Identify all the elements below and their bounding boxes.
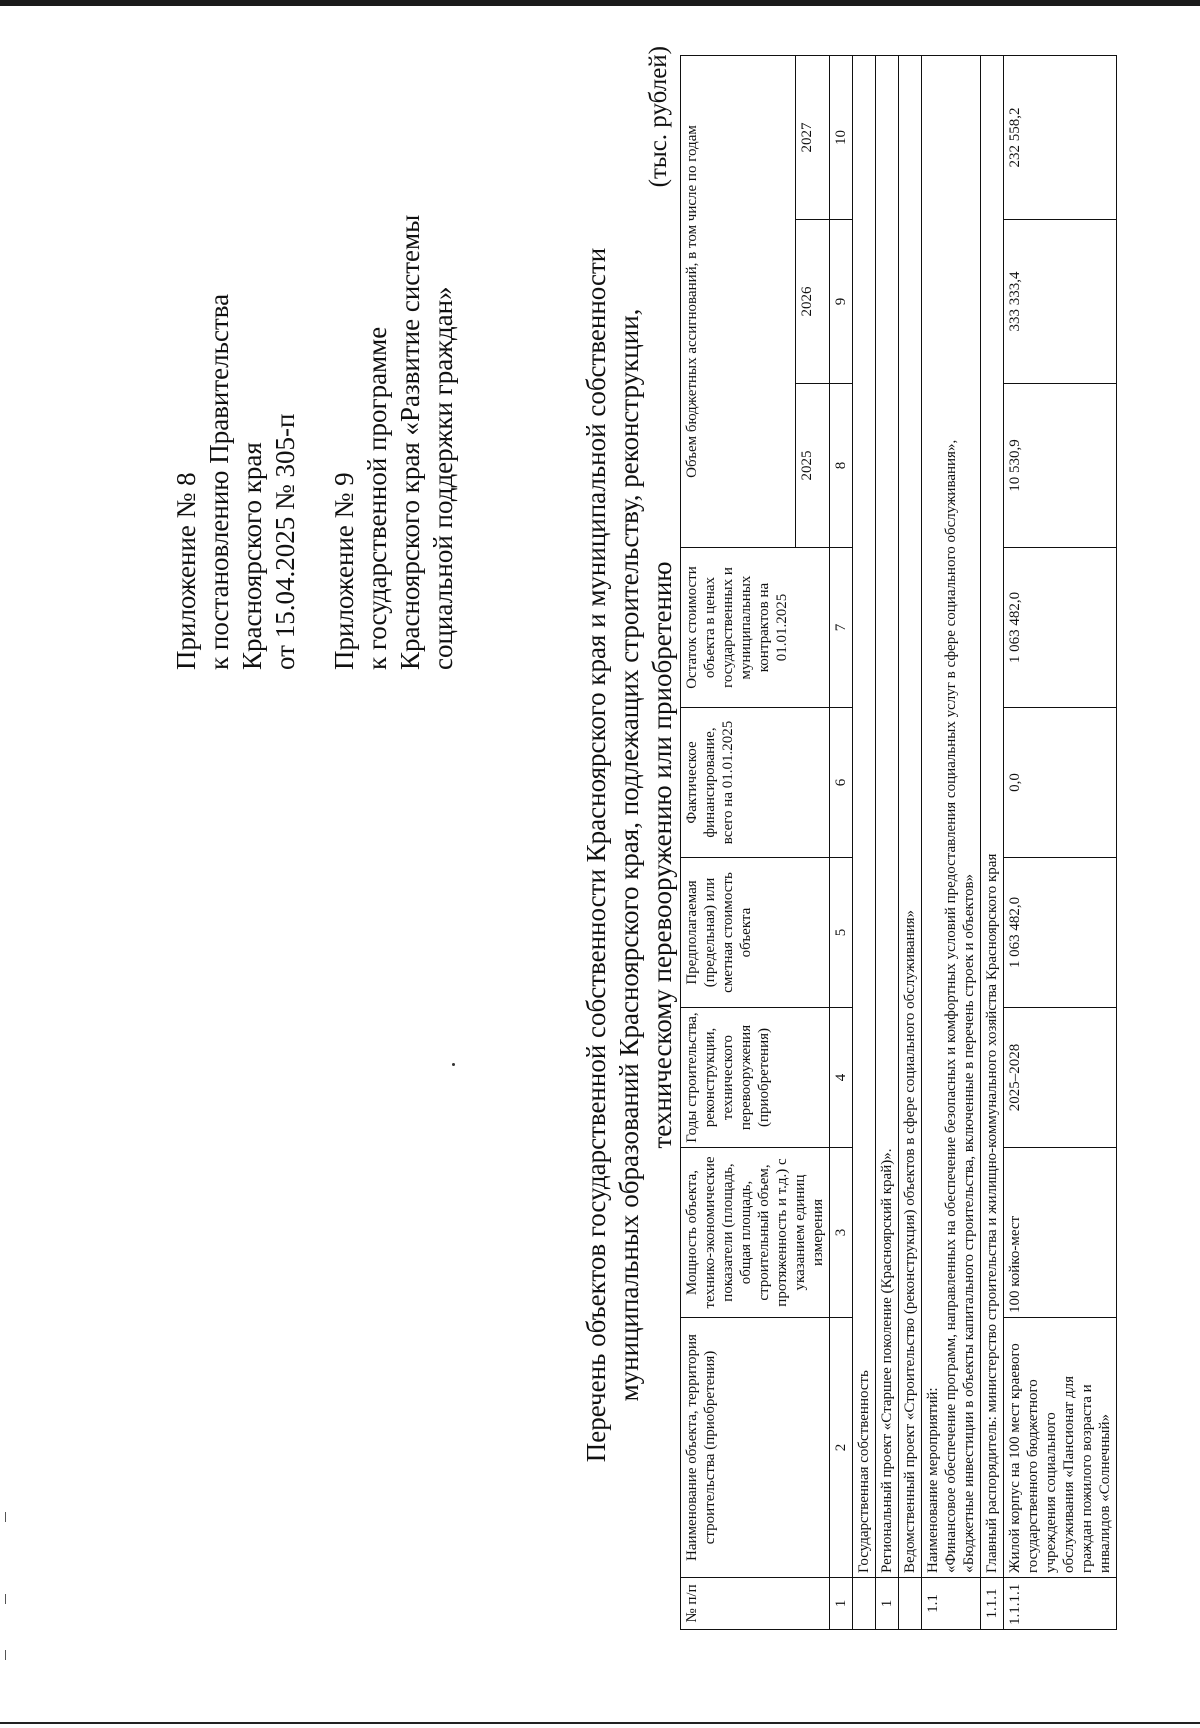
section-row (876, 55, 899, 1629)
section-row (981, 55, 1004, 1629)
units-label: (тыс. рублей) (645, 46, 672, 188)
allocation-2027: 232 558,2 (1004, 55, 1117, 219)
table-row (1004, 55, 1117, 1629)
section-num: 1.1 (922, 1578, 981, 1630)
row-num: 1.1.1.1 (1004, 1578, 1117, 1630)
approval-line: от 15.04.2025 № 305-п (270, 413, 300, 670)
title-line: техническому перевооружению или приобретению (647, 561, 677, 1149)
section-row (899, 55, 922, 1629)
approval-line: Приложение № 8 (171, 472, 201, 670)
measure-text: «Финансовое обеспечение программ, направленных на обеспечение безопасных и комфортных условий предоставления социальных услуг в сфере социального обслуживания», (943, 439, 959, 1573)
col-number: 8 (830, 384, 853, 548)
section-num: 1 (876, 1578, 899, 1630)
col-number: 6 (830, 708, 853, 858)
header-allocations: Объем бюджетных ассигнований, в том числе по годам (681, 55, 796, 547)
col-number: 9 (830, 220, 853, 384)
header-estimated-cost: Предполагаемая (предельная) или сметная стоимость объекта (681, 858, 830, 1008)
col-number: 7 (830, 548, 853, 708)
section-text: Государственная собственность (853, 55, 876, 1577)
measures-label: Наименование мероприятий: (925, 1387, 941, 1573)
section-num (899, 1578, 922, 1630)
appendix-line: социальной поддержки граждан» (428, 286, 458, 670)
column-number-row (830, 55, 853, 1629)
allocation-2025: 10 530,9 (1004, 384, 1117, 548)
col-number: 10 (830, 55, 853, 219)
approval-block (170, 215, 460, 670)
object-remaining-cost: 1 063 482,0 (1004, 548, 1117, 708)
object-estimated-cost: 1 063 482,0 (1004, 858, 1117, 1008)
header-name: Наименование объекта, территория строительства (приобретения) (681, 1318, 830, 1578)
appendix-line: к государственной программе (362, 326, 392, 670)
scan-edge-mark (5, 1650, 6, 1660)
col-number: 1 (830, 1578, 853, 1630)
header-years: Годы строительства, реконструкции, технического перевооружения (приобретения) (681, 1008, 830, 1148)
header-num: № п/п (681, 1578, 830, 1630)
appendix-line: Красноярского края «Развитие системы (395, 214, 425, 670)
section-row (853, 55, 876, 1629)
objects-table (680, 55, 1117, 1630)
approval-line: к постановлению Правительства (204, 293, 234, 670)
section-text: Региональный проект «Старшее поколение (Красноярский край)». (876, 55, 899, 1577)
header-remaining-cost: Остаток стоимости объекта в ценах государственных и муниципальных контрактов на 01.01.2025 (681, 548, 830, 708)
scan-edge-mark (5, 1594, 6, 1604)
approval-line: Красноярского края (237, 442, 267, 670)
section-row (922, 55, 981, 1629)
col-number: 3 (830, 1148, 853, 1318)
object-years: 2025–2028 (1004, 1008, 1117, 1148)
section-text (922, 55, 981, 1577)
scan-edge-mark (5, 1512, 6, 1522)
header-row (681, 55, 796, 1629)
header-year-2027: 2027 (796, 55, 830, 219)
object-actual-financing: 0,0 (1004, 708, 1117, 858)
header-year-2025: 2025 (796, 384, 830, 548)
section-text: Главный распорядитель: министерство строительства и жилищно-коммунального хозяйства Красноярского края (981, 55, 1004, 1577)
object-name: Жилой корпус на 100 мест краевого государственного бюджетного учреждения социального обслуживания «Пансионат для граждан пожилого возраста и инвалидов «Солнечный» (1004, 1318, 1117, 1578)
col-number: 4 (830, 1008, 853, 1148)
section-num (853, 1578, 876, 1630)
col-number: 2 (830, 1318, 853, 1578)
header-year-2026: 2026 (796, 220, 830, 384)
object-capacity: 100 койко-мест (1004, 1148, 1117, 1318)
header-actual-financing: Фактическое финансирование, всего на 01.01.2025 (681, 708, 830, 858)
scan-top-border (0, 0, 1200, 6)
appendix-line: Приложение № 9 (329, 472, 359, 670)
scan-bottom-line (0, 1722, 1200, 1724)
title-line: Перечень объектов государственной собственности Красноярского края и муниципальной собственности (581, 247, 611, 1463)
measure-text: «Бюджетные инвестиции в объекты капитального строительства, включенные в перечень строек и объектов» (961, 873, 977, 1573)
header-capacity: Мощность объекта, технико-экономические показатели (площадь, общая площадь, строительный объем, протяженность и т.д.) с указанием единиц измерения (681, 1148, 830, 1318)
title-line: муниципальных образований Красноярского края, подлежащих строительству, реконструкции, (614, 308, 644, 1402)
allocation-2026: 333 333,4 (1004, 220, 1117, 384)
section-text: Ведомственный проект «Строительство (реконструкция) объектов в сфере социального обслуживания» (899, 55, 922, 1577)
rotated-page (40, 40, 1120, 1640)
document-title (580, 220, 679, 1490)
section-num: 1.1.1 (981, 1578, 1004, 1630)
col-number: 5 (830, 858, 853, 1008)
